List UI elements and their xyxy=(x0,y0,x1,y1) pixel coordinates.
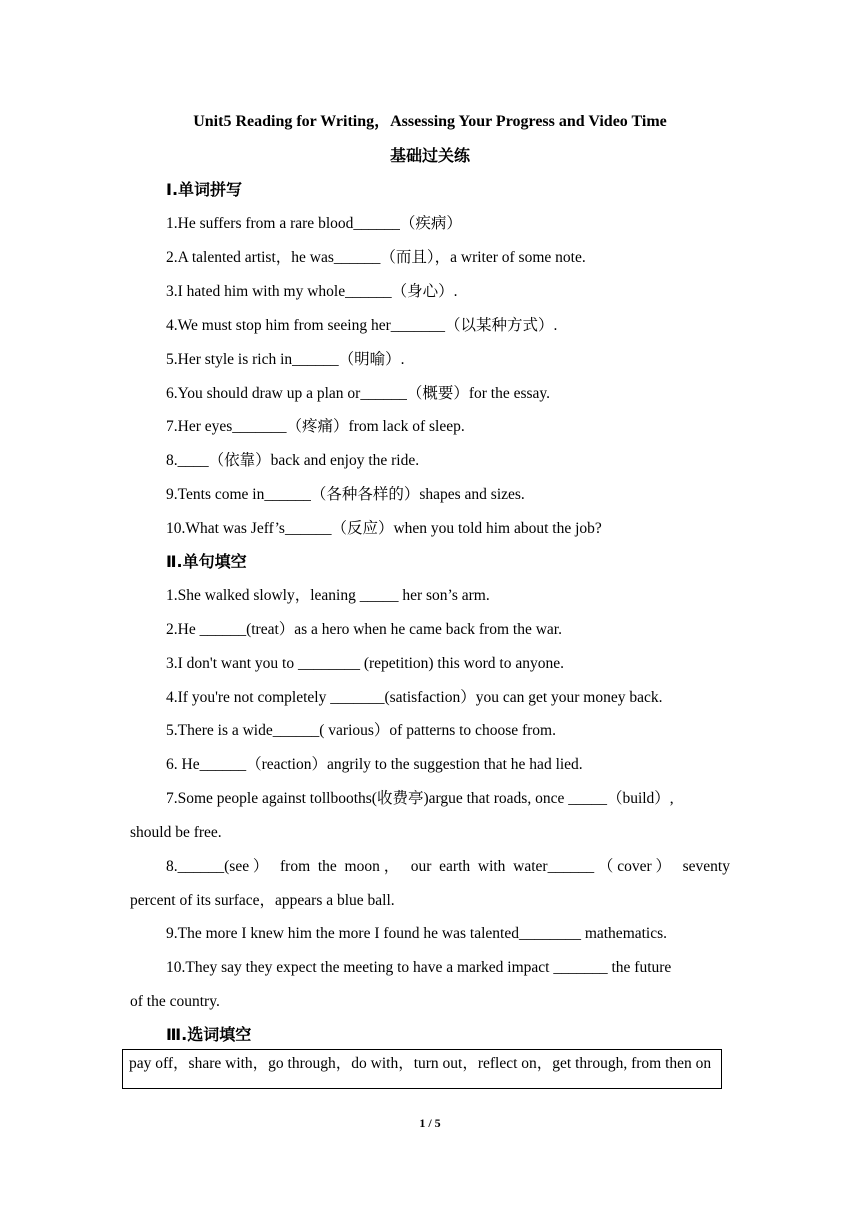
exercise-item: 10.What was Jeff’s______（反应）when you told him about the job? xyxy=(166,520,602,537)
exercise-item: 5.There is a wide______( various）of patterns to choose from. xyxy=(166,722,556,739)
document-subtitle: 基础过关练 xyxy=(389,146,470,165)
exercise-item: 1.He suffers from a rare blood______（疾病） xyxy=(166,215,462,232)
exercise-item: 2.He ______(treat）as a hero when he came back from the war. xyxy=(166,621,562,638)
section-heading-spelling: Ⅰ.单词拼写 xyxy=(166,180,243,199)
section-heading-word-choice: Ⅲ.选词填空 xyxy=(166,1025,252,1044)
page-number: 1 / 5 xyxy=(419,1116,441,1130)
exercise-item: 3.I hated him with my whole______（身心）. xyxy=(166,283,458,300)
exercise-item: 8.____（依靠）back and enjoy the ride. xyxy=(166,452,420,469)
exercise-item: 8.______(see） from the moon， our earth with water______（cover） seventy xyxy=(166,858,730,875)
word-bank-box: pay off，share with，go through，do with，turn out，reflect on，get through, from then on xyxy=(122,1049,722,1089)
document-title: Unit5 Reading for Writing，Assessing Your Progress and Video Time xyxy=(193,113,667,130)
exercise-item: 7.Her eyes_______（疼痛）from lack of sleep. xyxy=(166,418,465,435)
exercise-item: 9.The more I knew him the more I found he was talented________ mathematics. xyxy=(166,925,668,942)
exercise-item: 5.Her style is rich in______（明喻）. xyxy=(166,351,405,368)
exercise-item: 9.Tents come in______（各种各样的）shapes and sizes. xyxy=(166,486,525,503)
exercise-item-continuation: should be free. xyxy=(130,824,222,841)
exercise-item: 4.If you're not completely _______(satisfaction）you can get your money back. xyxy=(166,689,663,706)
exercise-item: 10.They say they expect the meeting to have a marked impact _______ the future xyxy=(166,959,672,976)
exercise-item: 7.Some people against tollbooths(收费亭)argue that roads, once _____（build）, xyxy=(166,790,674,807)
exercise-item: 1.She walked slowly，leaning _____ her son’s arm. xyxy=(166,587,490,604)
exercise-item: 3.I don't want you to ________ (repetition) this word to anyone. xyxy=(166,655,564,672)
exercise-item: 6.You should draw up a plan or______（概要）for the essay. xyxy=(166,385,551,402)
exercise-item: 6. He______（reaction）angrily to the suggestion that he had lied. xyxy=(166,756,583,773)
exercise-item: 2.A talented artist，he was______（而且），a writer of some note. xyxy=(166,249,586,266)
section-heading-sentence-fill: Ⅱ.单句填空 xyxy=(166,552,247,571)
exercise-item: 4.We must stop him from seeing her_______（以某种方式）. xyxy=(166,317,558,334)
exercise-item-continuation: percent of its surface，appears a blue ball. xyxy=(130,892,395,909)
exercise-item-continuation: of the country. xyxy=(130,993,220,1010)
